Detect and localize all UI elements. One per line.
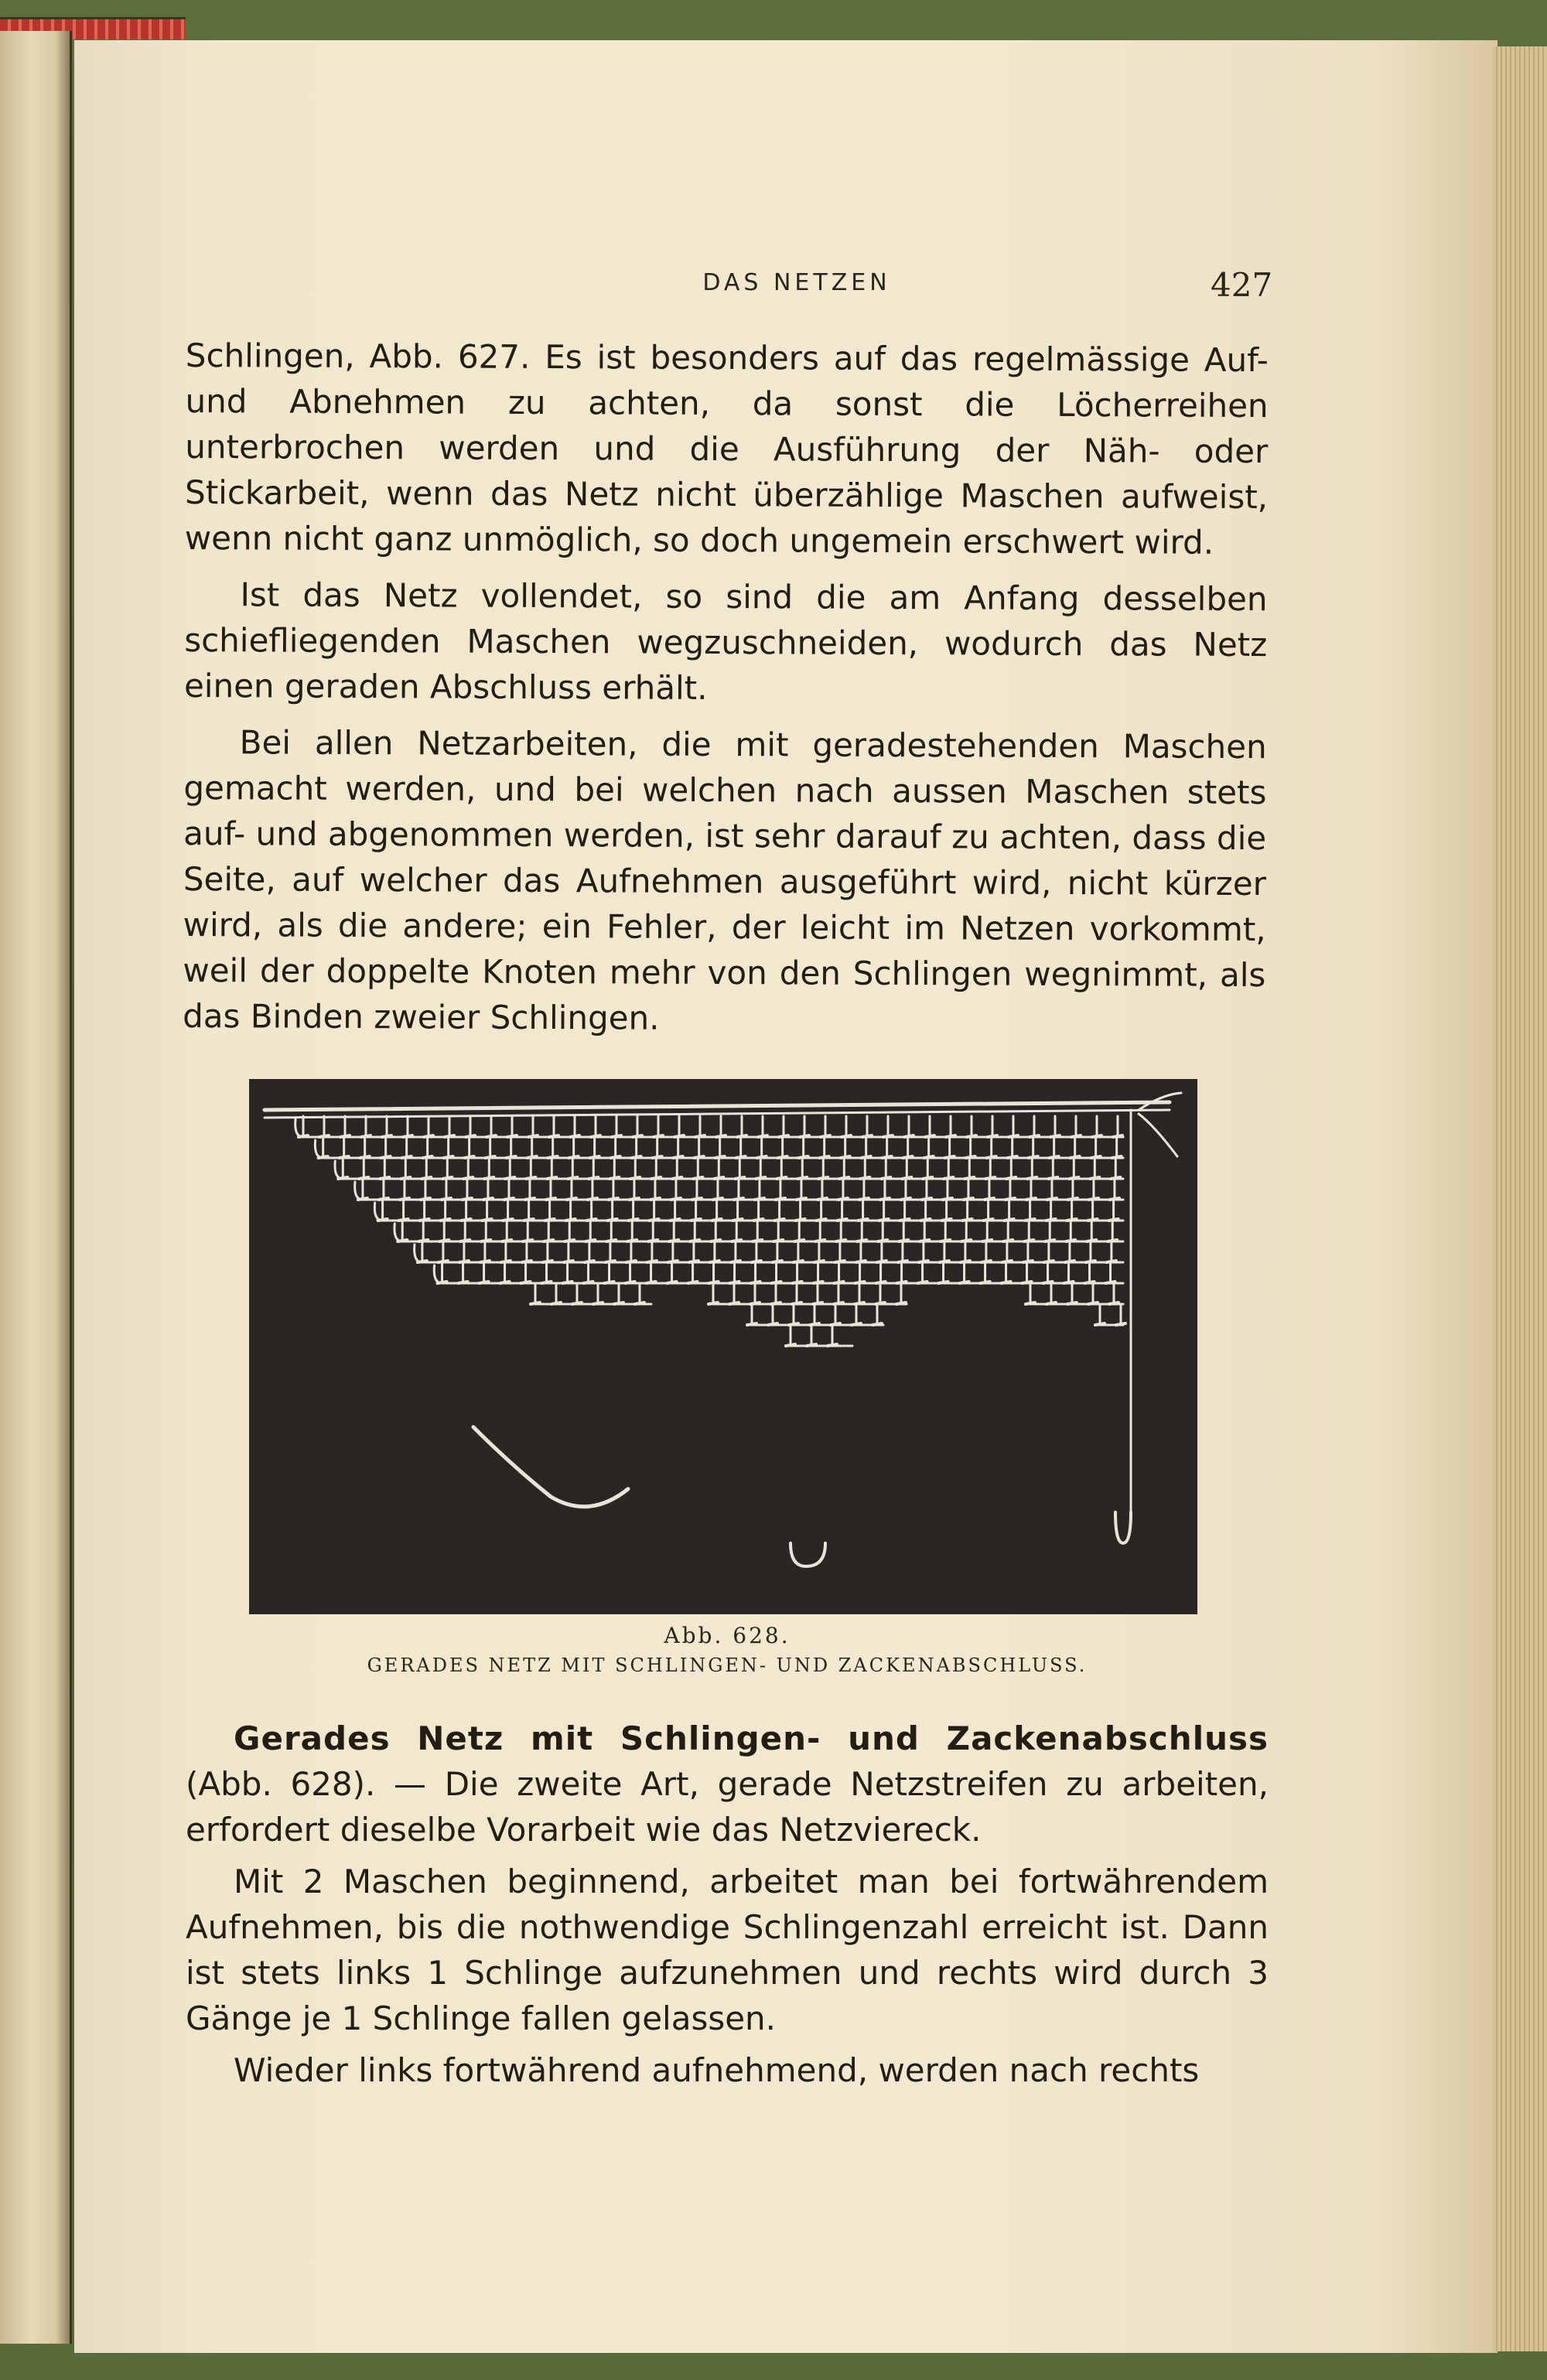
net-thread (786, 1344, 795, 1346)
section-paragraph: Mit 2 Maschen beginnend, arbeitet man bei fortwährendem Aufnehmen, bis die nothwendige Schlingenzahl erreicht ist. Dann ist stets links 1 Schlinge aufzunehmen und rechts wird durch 3 Gänge je 1 Schlinge fallen gelassen. (186, 1863, 1269, 2037)
net-thread (605, 1282, 614, 1283)
section-paragraph: Wieder links fortwährend aufnehmend, werden nach rechts (234, 2051, 1200, 2089)
net-thread (552, 1303, 561, 1304)
net-thread (873, 1323, 882, 1325)
net-thread (1109, 1303, 1118, 1304)
net-thread (1095, 1323, 1105, 1325)
net-thread (807, 1344, 816, 1346)
net-thread (709, 1303, 718, 1304)
section-paragraph (186, 1716, 1269, 1852)
net-thread (729, 1303, 739, 1304)
net-thread (335, 1161, 343, 1179)
paragraph: Schlingen, Abb. 627. Es ist besonders auf das regelmässige Auf- und Abnehmen zu achten, da sonst die Löcherreihen unterbrochen werden und die Ausführung der Näh- oder Stickarbeit, wenn das Netz nicht überzählige Maschen aufweist, wenn nicht ganz unmöglich, so doch ungemein erschwert wird. (184, 336, 1269, 562)
net-thread (1067, 1303, 1077, 1304)
figure-label: Abb. 628. (664, 1623, 791, 1648)
net-thread (647, 1282, 656, 1283)
net-thread (315, 1140, 323, 1158)
net-thread (593, 1303, 603, 1304)
section-heading: Gerades Netz mit Schlingen- und Zackenabschluss (234, 1719, 1269, 1757)
net-thread (584, 1282, 593, 1283)
previous-page-edge (0, 31, 72, 2344)
net-thread (791, 1543, 825, 1566)
net-thread (459, 1282, 468, 1283)
net-thread (668, 1282, 677, 1283)
net-thread (896, 1303, 906, 1304)
running-head (0, 269, 1547, 296)
section-text (186, 1716, 1269, 2099)
net-thread (852, 1323, 861, 1325)
net-thread (768, 1323, 777, 1325)
net-thread (521, 1282, 531, 1283)
net-thread (960, 1282, 969, 1283)
body-text (183, 333, 1269, 1054)
net-thread (295, 1119, 303, 1137)
net-thread (1116, 1323, 1125, 1325)
net-thread (614, 1303, 623, 1304)
figure-title: GERADES NETZ MIT SCHLINGEN- UND ZACKENABSCHLUSS. (367, 1654, 1088, 1676)
net-thread (434, 1265, 442, 1283)
net-illustration (249, 1079, 1197, 1614)
net-drawing (249, 1079, 1197, 1614)
paragraph: Ist das Netz vollendet, so sind die am Anfang desselben schiefliegenden Maschen wegzuschneiden, wodurch das Netz einen geraden Abschluss erhält. (183, 575, 1268, 707)
net-thread (265, 1102, 1170, 1110)
paragraph: Bei allen Netzarbeiten, die mit geradestehenden Maschen gemacht werden, und bei welchen nach aussen Maschen stets auf- und abgenommen werden, ist sehr darauf zu achten, dass die Seite, auf welcher das Aufnehmen ausgeführt wird, nicht kürzer wird, als die andere; ein Fehler, der leicht im Netzen vorkommt, weil der doppelte Knoten mehr von den Schlingen wegnimmt, als das Binden zweier Schlingen. (183, 723, 1267, 1037)
net-thread (415, 1245, 422, 1262)
net-thread (1026, 1303, 1035, 1304)
net-thread (626, 1282, 635, 1283)
net-thread (828, 1344, 837, 1346)
net-thread (572, 1303, 582, 1304)
page-number: 427 (1211, 266, 1273, 304)
net-thread (1088, 1303, 1098, 1304)
net-thread (688, 1282, 698, 1283)
net-thread (394, 1224, 402, 1241)
section-paragraph-text: (Abb. 628). — Die zweite Art, gerade Netzstreifen zu arbeiten, erfordert dieselbe Vorarbeit wie das Netzviereck. (186, 1765, 1269, 1849)
figure-caption (0, 1623, 1454, 1676)
net-thread (918, 1282, 927, 1283)
net-thread (1115, 1512, 1131, 1543)
net-thread (747, 1323, 756, 1325)
net-thread (1139, 1114, 1177, 1156)
net-thread (981, 1282, 990, 1283)
running-head-text: DAS NETZEN (702, 269, 891, 296)
net-thread (500, 1282, 510, 1283)
net-thread (635, 1303, 644, 1304)
net-thread (563, 1282, 572, 1283)
net-thread (939, 1282, 948, 1283)
net-thread (1002, 1282, 1011, 1283)
net-thread (542, 1282, 552, 1283)
net-thread (1047, 1303, 1056, 1304)
net-thread (531, 1303, 540, 1304)
net-thread (355, 1182, 363, 1200)
page-stack-edge (1493, 46, 1547, 2351)
net-thread (374, 1203, 382, 1221)
net-thread (480, 1282, 489, 1283)
net-thread (473, 1427, 628, 1507)
